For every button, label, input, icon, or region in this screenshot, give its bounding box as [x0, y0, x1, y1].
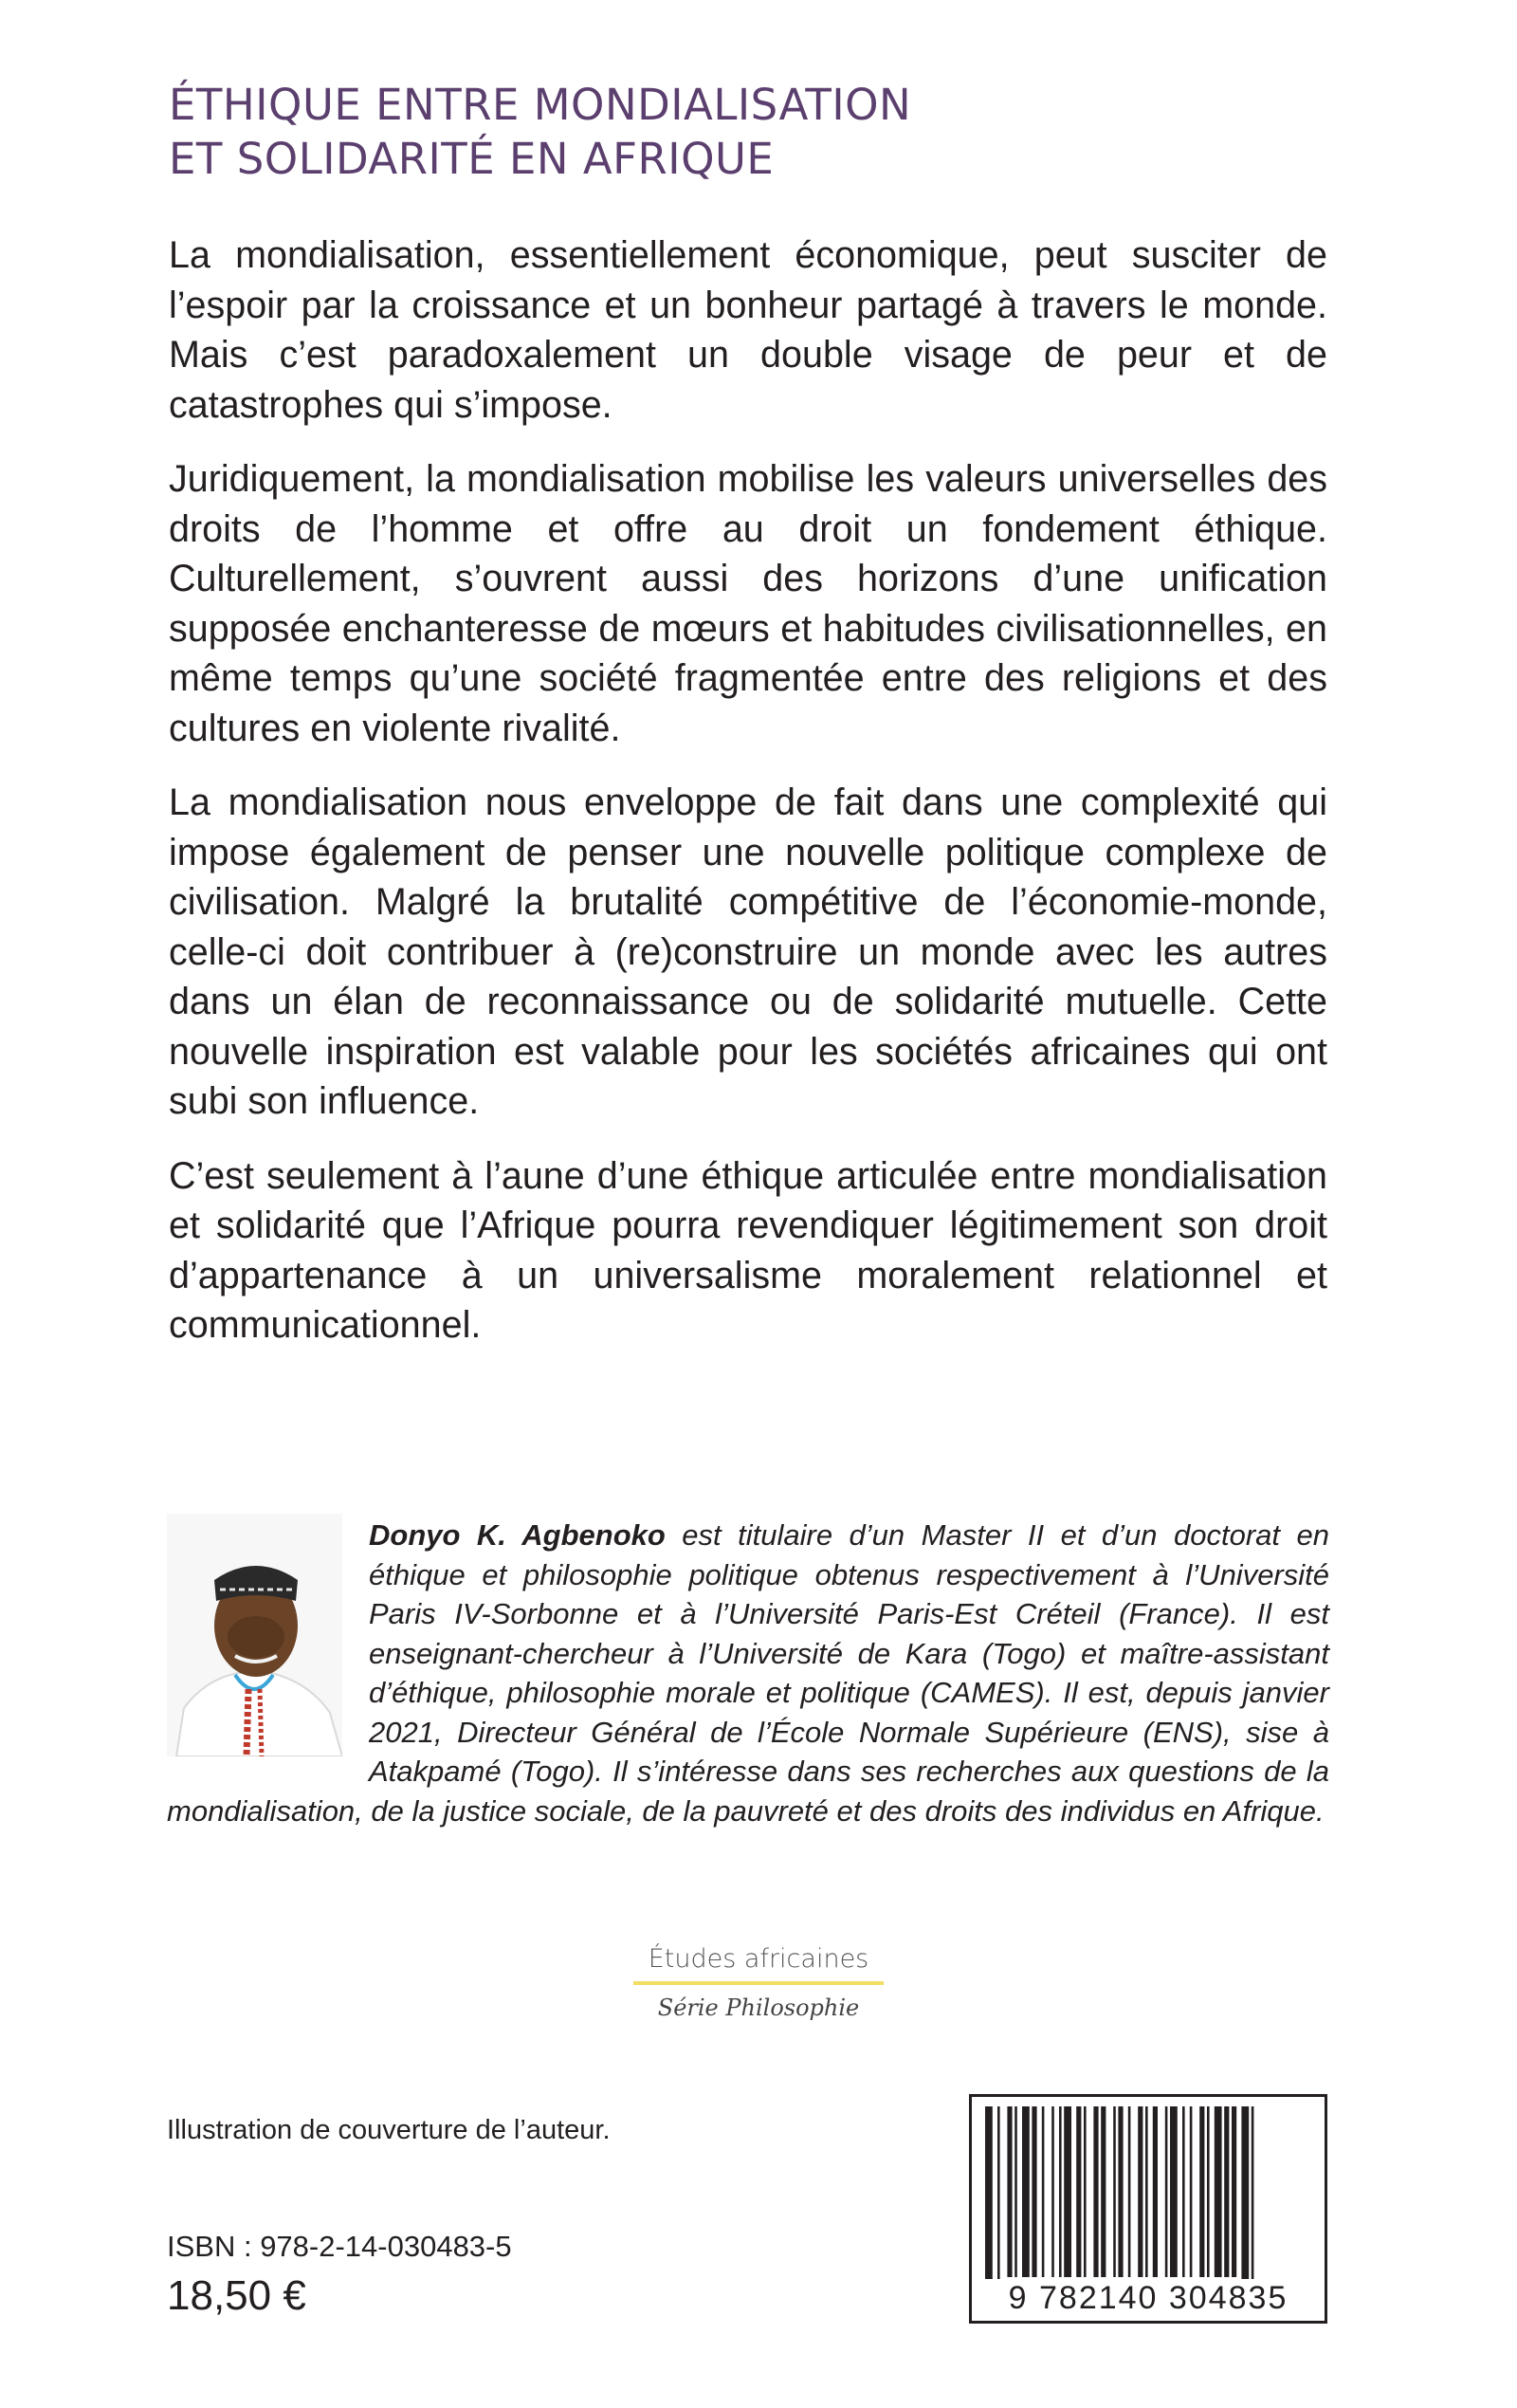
barcode-bar	[1207, 2106, 1210, 2277]
barcode-bar	[1093, 2106, 1098, 2277]
barcode-bar	[1113, 2106, 1116, 2277]
barcode-bar	[997, 2106, 1000, 2291]
price: 18,50 €	[167, 2272, 306, 2319]
barcode-bar	[1138, 2106, 1142, 2277]
author-name: Donyo K. Agbenoko	[369, 1518, 666, 1552]
barcode-bar	[1241, 2106, 1249, 2291]
barcode-bar	[1064, 2106, 1071, 2277]
book-title	[169, 78, 911, 186]
barcode-bar	[1059, 2106, 1062, 2277]
summary-paragraph: La mondialisation nous enveloppe de fait dans une complexité qui impose également de penser une nouvelle politique complexe de civilisation. Malgré la brutalité compétitive de l’économie-monde, celle-ci doit contribuer à (re)construire un monde avec les autres dans un élan de reconnaissance ou de solidarité mutuelle. Cette nouvelle inspiration est valable pour les sociétés africaines qui ont subi son influence.	[169, 781, 1327, 1122]
summary-text	[169, 230, 1327, 1375]
collection-mark	[626, 1944, 891, 2021]
book-title-line-2: ET SOLIDARITÉ EN AFRIQUE	[169, 134, 775, 184]
barcode-bar	[1022, 2106, 1030, 2277]
barcode-digits: 9 782140 304835	[972, 2279, 1325, 2317]
barcode-bar	[1252, 2106, 1254, 2291]
barcode-bar	[1051, 2106, 1054, 2277]
barcode-bar	[1101, 2106, 1106, 2277]
author-bio	[167, 1516, 1329, 1830]
barcode-bar	[1118, 2106, 1123, 2277]
book-title-line-1: ÉTHIQUE ENTRE MONDIALISATION	[169, 80, 912, 130]
author-bio-text: est titulaire d’un Master II et d’un doctorat en éthique et philosophie politique obtenus respectivement à l’Université Paris IV-Sorbonne et à l’Université Paris-Est Créteil (France). Il est enseignant-chercheur à l’Université de Kara (Togo) et maître-assistant d’éthique, philosophie morale et politique (CAMES). Il est, depuis janvier 2021, Directeur Général de l’École Normale Supérieure (ENS), sise à Atakpamé (Togo). Il s’intéresse dans ses recherches aux questions de la mondialisation, de la justice sociale, de la pauvreté et des droits des individus en Afrique.	[167, 1518, 1329, 1828]
summary-paragraph: C’est seulement à l’aune d’une éthique articulée entre mondialisation et solidarité que l’Afrique pourra revendiquer légitimement son droit d’appartenance à un universalisme moralement relationnel et communicationnel.	[169, 1154, 1327, 1346]
summary-paragraph: La mondialisation, essentiellement économique, peut susciter de l’espoir par la croissance et un bonheur partagé à travers le monde. Mais c’est paradoxalement un double visage de peur et de catastrophes qui s’impose.	[169, 234, 1327, 426]
barcode-bar	[1190, 2106, 1193, 2277]
barcode-bar	[1215, 2106, 1222, 2277]
barcode-bar	[1014, 2106, 1017, 2277]
barcode-bar	[1224, 2106, 1229, 2277]
barcode-bar	[985, 2106, 993, 2291]
summary-paragraph: Juridiquement, la mondialisation mobilise les valeurs universelles des droits de l’homme et offre au droit un fondement éthique. Culturellement, s’ouvrent aussi des horizons d’une unification supposée enchanteresse de mœurs et habitudes civilisationnelles, en même temps qu’une société fragmentée entre des religions et des cultures en violente rivalité.	[169, 458, 1327, 749]
barcode-bar	[1199, 2106, 1204, 2277]
isbn: ISBN : 978-2-14-030483-5	[167, 2230, 512, 2263]
barcode-bar	[1076, 2106, 1081, 2277]
barcode-bar	[1145, 2106, 1148, 2277]
barcode	[969, 2094, 1327, 2324]
barcode-bar	[1007, 2106, 1012, 2277]
barcode-bar	[1128, 2106, 1131, 2277]
barcode-bar	[1084, 2106, 1087, 2277]
barcode-bar	[1165, 2106, 1168, 2277]
barcode-bar	[1182, 2106, 1185, 2277]
collection-name: Études africaines	[648, 1944, 869, 1974]
barcode-bar	[1170, 2106, 1178, 2277]
cover-credit: Illustration de couverture de l’auteur.	[167, 2115, 611, 2145]
barcode-bar	[1032, 2106, 1036, 2277]
barcode-bar	[1232, 2106, 1236, 2277]
barcode-bar	[1153, 2106, 1158, 2277]
collection-series: Série Philosophie	[657, 1994, 860, 2021]
barcode-bar	[1042, 2106, 1045, 2277]
